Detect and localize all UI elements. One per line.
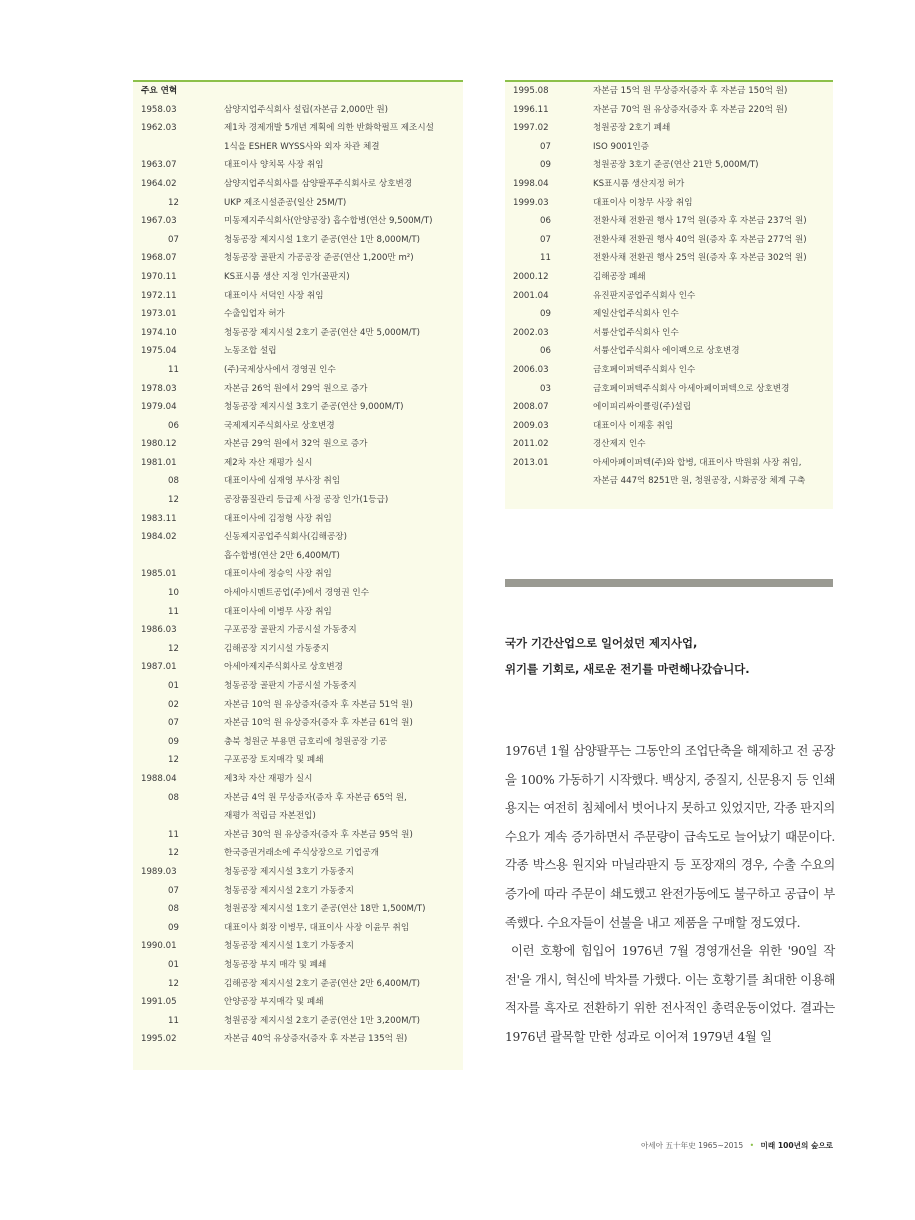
timeline-event: 청동공장 제지시설 1호기 가동중지 — [224, 941, 354, 952]
timeline-event: 김해공장 폐쇄 — [593, 271, 646, 282]
timeline-date: 1975.04 — [141, 346, 177, 357]
timeline-event: 청동공장 골판지 가공공장 준공(연산 1,200만 m²) — [224, 253, 414, 264]
timeline-date: 08 — [168, 476, 179, 487]
page-footer — [641, 1140, 833, 1151]
timeline-row — [505, 156, 833, 175]
timeline-event: 청동공장 제지시설 3호기 가동중지 — [224, 866, 354, 877]
timeline-right-list — [505, 82, 833, 491]
timeline-left-list — [133, 82, 463, 1049]
timeline-date: 2002.03 — [513, 327, 549, 338]
timeline-event: 전환사채 전환권 행사 40억 원(증자 후 자본금 277억 원) — [593, 234, 807, 245]
timeline-date: 07 — [168, 718, 179, 729]
timeline-row — [133, 751, 463, 770]
timeline-event: 구포공장 토지매각 및 폐쇄 — [224, 755, 324, 766]
timeline-date: 2011.02 — [513, 439, 549, 450]
timeline-event: 제2차 자산 재평가 실시 — [224, 457, 313, 468]
timeline-row — [133, 119, 463, 138]
timeline-row — [133, 603, 463, 622]
headline-line-2: 위기를 기회로, 새로운 전기를 마련해나갔습니다. — [505, 662, 750, 676]
timeline-row — [133, 565, 463, 584]
timeline-event: 미동제지주식회사(안양공장) 흡수합병(연산 9,500M/T) — [224, 216, 433, 227]
timeline-row — [133, 640, 463, 659]
timeline-row — [505, 268, 833, 287]
timeline-event: 대표이사 이재홍 취임 — [593, 420, 674, 431]
timeline-date: 1962.03 — [141, 123, 177, 134]
timeline-event: 대표이사 회장 이병무, 대표이사 사장 이윤무 취임 — [224, 922, 410, 933]
timeline-date: 1991.05 — [141, 997, 177, 1008]
timeline-row — [133, 882, 463, 901]
timeline-event: 자본금 40억 유상증자(증자 후 자본금 135억 원) — [224, 1034, 408, 1045]
timeline-event: 충북 청원군 부용면 금호리에 청원공장 기공 — [224, 736, 388, 747]
timeline-event: 에이피리싸이클링(주)설립 — [593, 402, 692, 413]
timeline-row — [505, 454, 833, 473]
timeline-date: 1978.03 — [141, 383, 177, 394]
timeline-row — [505, 138, 833, 157]
timeline-row — [133, 510, 463, 529]
timeline-row — [133, 305, 463, 324]
timeline-event: KS표시품 생산 지정 인가(골판지) — [224, 271, 350, 282]
timeline-event: ISO 9001인증 — [593, 141, 649, 152]
timeline-row — [133, 528, 463, 547]
timeline-date: 1997.02 — [513, 123, 549, 134]
timeline-date: 1963.07 — [141, 160, 177, 171]
timeline-date: 1972.11 — [141, 290, 177, 301]
timeline-row — [133, 156, 463, 175]
timeline-row — [133, 435, 463, 454]
timeline-event: 대표이사에 이병무 사장 취임 — [224, 606, 332, 617]
timeline-event: 1식을 ESHER WYSS사와 외자 차관 체결 — [224, 141, 380, 152]
timeline-event: 청원공장 3호기 준공(연산 21만 5,000M/T) — [593, 160, 759, 171]
timeline-row — [133, 696, 463, 715]
timeline-event: 삼양지업주식회사를 삼양팔푸주식회사로 상호변경 — [224, 178, 413, 189]
timeline-event: 서륭산업주식회사 인수 — [593, 327, 679, 338]
timeline-event: 아세아제지주식회사로 상호변경 — [224, 662, 343, 673]
timeline-date: 06 — [168, 420, 179, 431]
timeline-row — [133, 417, 463, 436]
timeline-event: 한국증권거래소에 주식상장으로 기업공개 — [224, 848, 379, 859]
timeline-row — [505, 380, 833, 399]
timeline-date: 12 — [168, 643, 179, 654]
timeline-left-panel — [133, 80, 463, 1070]
timeline-date: 1973.01 — [141, 309, 177, 320]
timeline-row — [133, 807, 463, 826]
timeline-date: 2008.07 — [513, 402, 549, 413]
timeline-date: 10 — [168, 588, 179, 599]
timeline-event: 제일산업주식회사 인수 — [593, 309, 679, 320]
timeline-date: 2009.03 — [513, 420, 549, 431]
timeline-event: 제1차 경제개발 5개년 계획에 의한 반화학펄프 제조시설 — [224, 123, 434, 134]
timeline-event: 안양공장 부지매각 및 폐쇄 — [224, 997, 324, 1008]
timeline-event: 자본금 10억 원 유상증자(증자 후 자본금 51억 원) — [224, 699, 413, 710]
timeline-event: 자본금 26억 원에서 29억 원으로 증가 — [224, 383, 368, 394]
timeline-row — [505, 361, 833, 380]
timeline-event: 재평가 적립금 자본전입) — [224, 811, 316, 822]
timeline-event: 청동공장 골판지 가공시설 가동중지 — [224, 681, 357, 691]
timeline-event: 공장품질관리 등급제 사정 공장 인가(1등급) — [224, 495, 389, 506]
timeline-date: 12 — [168, 978, 179, 989]
timeline-row — [133, 491, 463, 510]
timeline-date: 2000.12 — [513, 271, 549, 282]
timeline-date: 1958.03 — [141, 104, 177, 115]
timeline-date: 11 — [168, 829, 179, 840]
timeline-event: 대표이사에 김정형 사장 취임 — [224, 513, 332, 524]
timeline-event: 제3차 자산 재평가 실시 — [224, 773, 313, 784]
timeline-event: 대표이사에 정승익 사장 취임 — [224, 569, 332, 580]
timeline-row — [505, 249, 833, 268]
timeline-row — [133, 324, 463, 343]
timeline-header-row — [133, 82, 463, 101]
timeline-date: 1964.02 — [141, 178, 177, 189]
section-headline — [505, 630, 835, 682]
timeline-row — [133, 380, 463, 399]
timeline-row — [133, 770, 463, 789]
timeline-date: 07 — [168, 234, 179, 245]
timeline-header: 주요 연혁 — [141, 86, 178, 96]
timeline-date: 03 — [540, 383, 551, 394]
timeline-row — [505, 212, 833, 231]
timeline-row — [133, 138, 463, 157]
timeline-row — [133, 975, 463, 994]
timeline-event: 청동공장 제지시설 2호기 가동중지 — [224, 885, 354, 896]
timeline-row — [133, 863, 463, 882]
timeline-date: 1984.02 — [141, 532, 177, 543]
timeline-event: 수출입업자 허가 — [224, 309, 285, 320]
timeline-date: 08 — [168, 904, 179, 915]
timeline-date: 1979.04 — [141, 402, 177, 413]
timeline-event: 자본금 4억 원 무상증자(증자 후 자본금 65억 원, — [224, 792, 407, 803]
timeline-row — [133, 231, 463, 250]
timeline-date: 2013.01 — [513, 457, 549, 468]
timeline-date: 09 — [540, 309, 551, 320]
timeline-event: 자본금 30억 원 유상증자(증자 후 자본금 95억 원) — [224, 829, 413, 840]
timeline-event: 청동공장 제지시설 2호기 준공(연산 4만 5,000M/T) — [224, 327, 420, 338]
timeline-row — [133, 547, 463, 566]
timeline-event: 청동공장 제지시설 1호기 준공(연산 1만 8,000M/T) — [224, 234, 420, 245]
timeline-row — [133, 454, 463, 473]
timeline-date: 1968.07 — [141, 253, 177, 264]
timeline-date: 11 — [168, 1015, 179, 1026]
timeline-row — [133, 1030, 463, 1049]
timeline-date: 1990.01 — [141, 941, 177, 952]
timeline-row — [133, 919, 463, 938]
timeline-date: 12 — [168, 755, 179, 766]
timeline-row — [133, 733, 463, 752]
footer-separator: • — [749, 1141, 755, 1150]
timeline-date: 12 — [168, 848, 179, 859]
timeline-event: 청원공장 제지시설 1호기 준공(연산 18만 1,500M/T) — [224, 904, 426, 915]
timeline-event: 전환사채 전환권 행사 17억 원(증자 후 자본금 237억 원) — [593, 216, 807, 227]
timeline-row — [505, 435, 833, 454]
timeline-row — [133, 194, 463, 213]
headline-line-1: 국가 기간산업으로 일어섰던 제지사업, — [505, 636, 698, 650]
timeline-date: 1967.03 — [141, 216, 177, 227]
timeline-event: 금호페이퍼텍주식회사 인수 — [593, 364, 696, 375]
timeline-row — [133, 714, 463, 733]
body-paragraph-2: 이런 호황에 힘입어 1976년 7월 경영개선을 위한 '90일 작전'을 개시, 혁신에 박차를 가했다. 이는 호황기를 최대한 이용해 적자를 흑자로 전환하기 위한 전사적인 총력운동이었다. 결과는 1976년 괄목할 만한 성과로 이어져 1979년 4월 일 — [505, 944, 835, 1044]
timeline-date: 1974.10 — [141, 327, 177, 338]
timeline-date: 1998.04 — [513, 178, 549, 189]
timeline-date: 1999.03 — [513, 197, 549, 208]
timeline-event: 자본금 15억 원 무상증자(증자 후 자본금 150억 원) — [593, 86, 788, 96]
timeline-event: 청원공장 제지시설 2호기 준공(연산 1만 3,200M/T) — [224, 1015, 420, 1026]
timeline-event: 아세아시멘트공업(주)에서 경영권 인수 — [224, 588, 369, 599]
timeline-row — [133, 175, 463, 194]
timeline-row — [505, 342, 833, 361]
timeline-date: 06 — [540, 216, 551, 227]
timeline-row — [133, 844, 463, 863]
timeline-row — [133, 956, 463, 975]
timeline-date: 09 — [540, 160, 551, 171]
timeline-date: 1996.11 — [513, 104, 549, 115]
timeline-row — [133, 249, 463, 268]
timeline-event: 금호페이퍼텍주식회사 아세아페이퍼텍으로 상호변경 — [593, 383, 790, 394]
timeline-event: 신동제지공업주식회사(김해공장) — [224, 532, 347, 543]
timeline-row — [133, 212, 463, 231]
timeline-row — [505, 305, 833, 324]
timeline-date: 1980.12 — [141, 439, 177, 450]
timeline-event: KS표시품 생산지정 허가 — [593, 178, 685, 189]
timeline-event: 청동공장 부지 매각 및 폐쇄 — [224, 959, 327, 970]
timeline-event: 전환사채 전환권 행사 25억 원(증자 후 자본금 302억 원) — [593, 253, 807, 264]
timeline-row — [505, 194, 833, 213]
timeline-row — [505, 231, 833, 250]
timeline-row — [505, 119, 833, 138]
timeline-row — [133, 993, 463, 1012]
timeline-date: 07 — [168, 885, 179, 896]
timeline-event: 노동조합 설립 — [224, 346, 277, 357]
timeline-row — [505, 324, 833, 343]
footer-chapter-title: 미래 100년의 숲으로 — [760, 1141, 833, 1150]
timeline-event: 대표이사 서덕인 사장 취임 — [224, 290, 324, 301]
timeline-event: 흡수합병(연산 2만 6,400M/T) — [224, 550, 340, 561]
timeline-row — [133, 398, 463, 417]
timeline-date: 2006.03 — [513, 364, 549, 375]
timeline-event: 구포공장 골판지 가공시설 가동중지 — [224, 625, 357, 636]
timeline-event: UKP 제조시설준공(일산 25M/T) — [224, 197, 347, 208]
timeline-event: 경산제지 인수 — [593, 439, 646, 450]
timeline-row — [133, 677, 463, 696]
timeline-row — [133, 900, 463, 919]
timeline-event: 서륭산업주식회사 에이팩으로 상호변경 — [593, 346, 740, 357]
timeline-row — [133, 101, 463, 120]
timeline-date: 08 — [168, 792, 179, 803]
timeline-event: 대표이사에 심재영 부사장 취임 — [224, 476, 341, 487]
timeline-date: 11 — [168, 606, 179, 617]
timeline-date: 12 — [168, 495, 179, 506]
timeline-row — [133, 361, 463, 380]
timeline-date: 12 — [168, 197, 179, 208]
timeline-date: 07 — [540, 141, 551, 152]
timeline-date: 07 — [540, 234, 551, 245]
timeline-date: 09 — [168, 922, 179, 933]
timeline-event: 자본금 10억 원 유상증자(증자 후 자본금 61억 원) — [224, 718, 413, 729]
timeline-row — [133, 826, 463, 845]
timeline-event: 대표이사 양치목 사장 취임 — [224, 160, 324, 171]
timeline-date: 1995.02 — [141, 1034, 177, 1045]
timeline-row — [133, 342, 463, 361]
body-text — [505, 737, 835, 1052]
timeline-date: 02 — [168, 699, 179, 710]
timeline-date: 01 — [168, 681, 179, 691]
timeline-event: 국제제지주식회사로 상호변경 — [224, 420, 335, 431]
timeline-event: 삼양지업주식회사 설립(자본금 2,000만 원) — [224, 104, 389, 115]
timeline-event: 자본금 447억 8251만 원, 청원공장, 시화공장 체계 구축 — [593, 476, 806, 487]
section-divider — [505, 579, 833, 587]
timeline-date: 01 — [168, 959, 179, 970]
timeline-row — [505, 287, 833, 306]
timeline-event: 대표이사 이창무 사장 취임 — [593, 197, 693, 208]
timeline-row — [133, 472, 463, 491]
timeline-date: 06 — [540, 346, 551, 357]
timeline-row — [133, 584, 463, 603]
timeline-date: 1995.08 — [513, 86, 549, 96]
timeline-event: 청원공장 2호기 폐쇄 — [593, 123, 671, 134]
timeline-event: 김해공장 지기시설 가동중지 — [224, 643, 330, 654]
timeline-date: 1985.01 — [141, 569, 177, 580]
timeline-event: 김해공장 제지시설 2호기 준공(연산 2만 6,400M/T) — [224, 978, 420, 989]
timeline-date: 09 — [168, 736, 179, 747]
timeline-date: 11 — [540, 253, 551, 264]
timeline-date: 1981.01 — [141, 457, 177, 468]
timeline-row — [133, 268, 463, 287]
timeline-date: 1987.01 — [141, 662, 177, 673]
timeline-date: 1988.04 — [141, 773, 177, 784]
timeline-row — [505, 417, 833, 436]
timeline-row — [505, 82, 833, 101]
timeline-row — [505, 398, 833, 417]
timeline-event: 아세아페이퍼텍(주)와 합병, 대표이사 박원휘 사장 취임, — [593, 457, 802, 468]
timeline-event: 유진판지공업주식회사 인수 — [593, 290, 696, 301]
timeline-event: 자본금 70억 원 유상증자(증자 후 자본금 220억 원) — [593, 104, 788, 115]
timeline-date: 1970.11 — [141, 271, 177, 282]
timeline-row — [505, 101, 833, 120]
timeline-row — [133, 937, 463, 956]
timeline-date: 1983.11 — [141, 513, 177, 524]
timeline-row — [505, 472, 833, 491]
timeline-date: 2001.04 — [513, 290, 549, 301]
footer-book-title: 아세아 五十年史 1965~2015 — [640, 1141, 744, 1150]
timeline-event: (주)국제상사에서 경영권 인수 — [224, 364, 336, 375]
timeline-event: 청동공장 제지시설 3호기 준공(연산 9,000M/T) — [224, 402, 404, 413]
timeline-event: 자본금 29억 원에서 32억 원으로 증가 — [224, 439, 368, 450]
timeline-row — [133, 789, 463, 808]
timeline-row — [133, 621, 463, 640]
timeline-row — [505, 175, 833, 194]
body-paragraph-1: 1976년 1월 삼양팔푸는 그동안의 조업단축을 해제하고 전 공장을 100% 가동하기 시작했다. 백상지, 중질지, 신문용지 등 인쇄용지는 여전히 침체에서 벗어나지 못하고 있었지만, 각종 판지의 수요가 계속 증가하면서 주문량이 급속도로 늘어났기 때문이다. 각종 박스용 원지와 마닐라판지 등 포장재의 경우, 수출 수요의 증가에 따라 주문이 쇄도했고 완전가동에도 불구하고 공급이 부족했다. 수요자들이 선불을 내고 제품을 구매할 정도였다. — [505, 744, 835, 930]
timeline-date: 11 — [168, 364, 179, 375]
timeline-row — [133, 1012, 463, 1031]
timeline-date: 1989.03 — [141, 866, 177, 877]
timeline-row — [133, 287, 463, 306]
timeline-row — [133, 658, 463, 677]
timeline-date: 1986.03 — [141, 625, 177, 636]
timeline-right-panel — [505, 80, 833, 509]
